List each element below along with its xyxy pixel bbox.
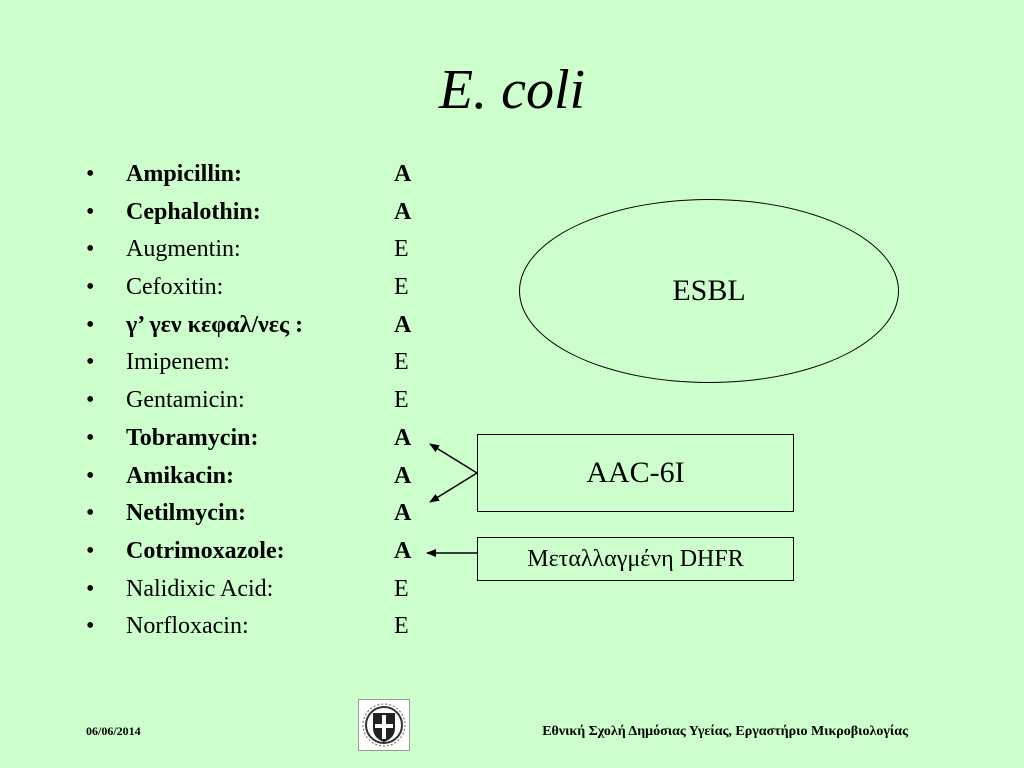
drug-name: Gentamicin: xyxy=(126,387,245,414)
bullet: • xyxy=(86,236,95,263)
drug-name: Tobramycin: xyxy=(126,424,259,451)
susceptibility-result: A xyxy=(394,537,412,564)
drug-name: γ’ γεν κεφαλ/νες : xyxy=(126,311,304,338)
drug-name: Augmentin: xyxy=(126,236,241,263)
susceptibility-result: A xyxy=(394,500,412,527)
footer-date: 06/06/2014 xyxy=(86,724,141,738)
drug-name: Cefoxitin: xyxy=(126,274,224,301)
susceptibility-result: E xyxy=(394,236,409,263)
bullet: • xyxy=(86,500,95,527)
bullet: • xyxy=(86,161,95,187)
bullet: • xyxy=(86,613,95,640)
bullet: • xyxy=(86,424,95,451)
susceptibility-result: E xyxy=(394,349,409,376)
bullet: • xyxy=(86,462,95,489)
drug-name: Netilmycin: xyxy=(126,500,246,527)
susceptibility-result: E xyxy=(394,387,409,414)
dhfr-box: Μεταλλαγμένη DHFR xyxy=(477,537,794,581)
slide-title: E. coli xyxy=(438,59,586,121)
arrow-to-netilmycin xyxy=(430,473,477,502)
susceptibility-result: A xyxy=(394,198,412,225)
drug-name: Cotrimoxazole: xyxy=(126,537,285,564)
greek-coat-of-arms-icon xyxy=(358,699,410,751)
drug-name: Nalidixic Acid: xyxy=(126,575,274,602)
susceptibility-result: E xyxy=(394,575,409,602)
susceptibility-result: A xyxy=(394,161,412,187)
aac-6i-box: AAC-6I xyxy=(477,434,794,512)
susceptibility-result: A xyxy=(394,311,412,338)
bullet: • xyxy=(86,537,95,564)
bullet: • xyxy=(86,387,95,414)
footer-institution: Εθνική Σχολή Δημόσιας Υγείας, Εργαστήριο Μικροβιολογίας xyxy=(542,724,908,739)
susceptibility-result: A xyxy=(394,462,412,489)
drug-name: Amikacin: xyxy=(126,462,234,489)
arrow-to-tobramycin xyxy=(430,444,477,473)
susceptibility-result: A xyxy=(394,424,412,451)
drug-name: Imipenem: xyxy=(126,349,230,376)
bullet: • xyxy=(86,198,95,225)
drug-name: Norfloxacin: xyxy=(126,613,249,640)
bullet: • xyxy=(86,575,95,602)
drug-name: Ampicillin: xyxy=(126,161,243,187)
drug-name: Cephalothin: xyxy=(126,198,261,225)
bullet: • xyxy=(86,349,95,376)
bullet: • xyxy=(86,311,95,338)
susceptibility-result: E xyxy=(394,274,409,301)
susceptibility-result: E xyxy=(394,613,409,640)
esbl-ellipse: ESBL xyxy=(519,199,899,383)
bullet: • xyxy=(86,274,95,301)
